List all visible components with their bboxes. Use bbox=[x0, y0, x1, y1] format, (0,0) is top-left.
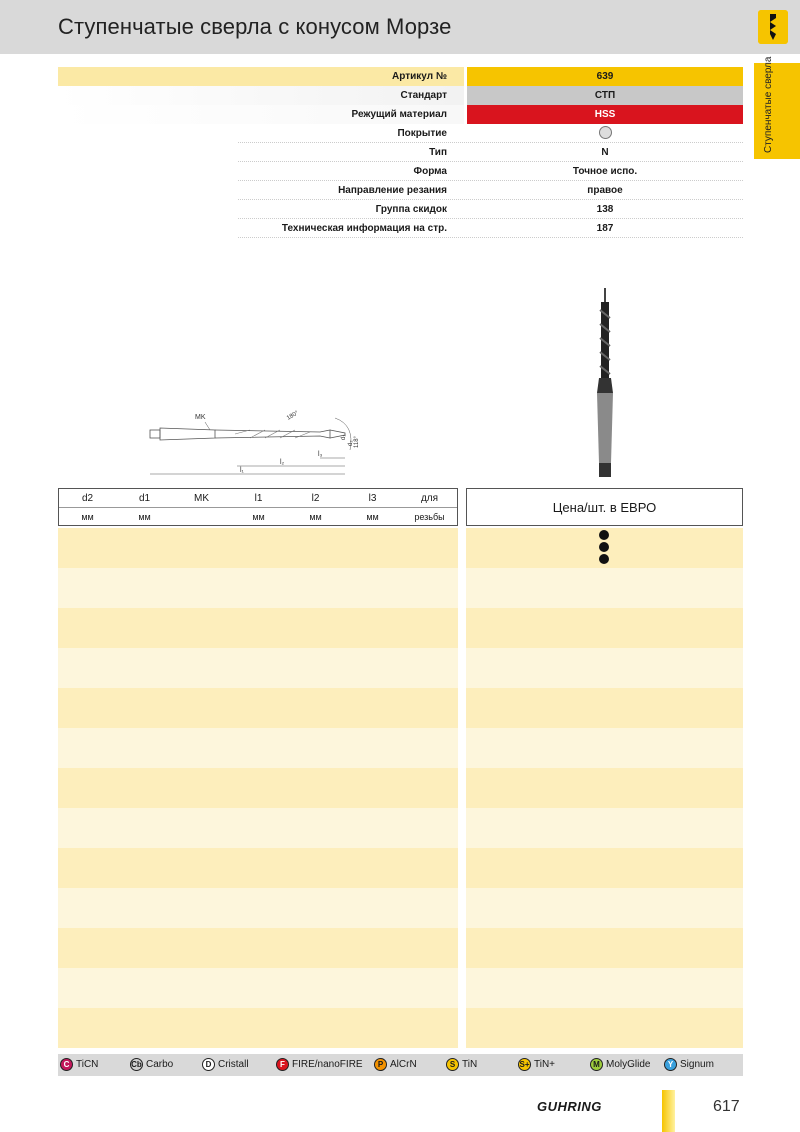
price-band bbox=[466, 928, 743, 968]
coating-item bbox=[202, 1058, 249, 1071]
mk-label: MK bbox=[195, 414, 206, 421]
brand-logo: GUHRING bbox=[537, 1099, 602, 1114]
spec-row bbox=[58, 86, 743, 105]
availability-dot bbox=[599, 554, 609, 564]
spec-row bbox=[58, 200, 743, 219]
coating-badge-icon: Cb bbox=[131, 1060, 142, 1069]
column-unit: мм bbox=[309, 512, 322, 522]
coating-name: FIRE/nanoFIRE bbox=[292, 1059, 363, 1070]
price-band bbox=[466, 808, 743, 848]
spec-value: HSS bbox=[467, 105, 743, 124]
spec-label: Группа скидок bbox=[375, 204, 447, 215]
spec-label: Направление резания bbox=[338, 185, 447, 196]
column-unit: мм bbox=[138, 512, 151, 522]
coating-item bbox=[446, 1058, 477, 1071]
spec-row bbox=[58, 143, 743, 162]
table-band bbox=[58, 768, 458, 808]
technical-drawing bbox=[140, 400, 370, 480]
spec-value: 639 bbox=[467, 67, 743, 86]
column-unit: мм bbox=[81, 512, 94, 522]
table-band bbox=[58, 568, 458, 608]
spec-value: СТП bbox=[467, 86, 743, 105]
spec-row bbox=[58, 124, 743, 143]
coating-badge-icon: M bbox=[590, 1058, 603, 1071]
availability-dot bbox=[599, 530, 609, 540]
table-header bbox=[58, 488, 458, 526]
spec-label: Техническая информация на стр. bbox=[281, 223, 447, 234]
l1-label: l₁ bbox=[240, 467, 244, 474]
column-header: d1 bbox=[138, 493, 151, 504]
table-band bbox=[58, 648, 458, 688]
column-header: MK bbox=[194, 493, 209, 504]
column-header: l3 bbox=[368, 493, 377, 504]
d1-label: d₁ bbox=[341, 434, 347, 440]
spec-label: Режущий материал bbox=[351, 109, 447, 120]
price-band bbox=[466, 968, 743, 1008]
coating-item bbox=[60, 1058, 98, 1071]
table-band bbox=[58, 888, 458, 928]
no-coating-icon bbox=[599, 126, 612, 139]
spec-label-bg bbox=[58, 143, 464, 162]
coating-legend bbox=[58, 1054, 743, 1076]
section-side-label: Ступенчатые сверла bbox=[763, 56, 774, 153]
column-unit: мм bbox=[252, 512, 265, 522]
price-band bbox=[466, 728, 743, 768]
coating-name: Cristall bbox=[218, 1059, 249, 1070]
spec-label: Артикул № bbox=[392, 71, 447, 82]
coating-item bbox=[590, 1058, 650, 1071]
column-header: для bbox=[420, 493, 439, 504]
price-band bbox=[466, 1008, 743, 1048]
spec-label: Тип bbox=[429, 147, 447, 158]
angle-180-label: 180° bbox=[286, 410, 300, 422]
coating-name: TiN+ bbox=[534, 1059, 556, 1070]
coating-badge-icon: C bbox=[60, 1058, 73, 1071]
coating-name: AlCrN bbox=[390, 1059, 417, 1070]
d2-label: d₂ bbox=[348, 440, 354, 446]
table-band bbox=[58, 608, 458, 648]
coating-badge-icon: S bbox=[446, 1058, 459, 1071]
coating-badge-icon: D bbox=[202, 1058, 215, 1071]
column-header: l2 bbox=[311, 493, 320, 504]
table-band bbox=[58, 1008, 458, 1048]
column-header: l1 bbox=[254, 493, 263, 504]
page-number-bar bbox=[662, 1090, 675, 1132]
drill-photo bbox=[585, 288, 625, 478]
coating-name: TiN bbox=[462, 1059, 478, 1070]
coating-badge-icon: P bbox=[374, 1058, 387, 1071]
spec-row bbox=[58, 67, 743, 86]
price-band bbox=[466, 608, 743, 648]
spec-value bbox=[467, 124, 743, 143]
coating-item bbox=[276, 1058, 363, 1071]
table-band bbox=[58, 808, 458, 848]
angle-118-label: 118° bbox=[354, 436, 360, 448]
table-band bbox=[58, 928, 458, 968]
spec-label: Покрытие bbox=[397, 128, 447, 139]
l3-label: l₃ bbox=[318, 451, 323, 458]
table-band bbox=[58, 528, 458, 568]
spec-table bbox=[58, 67, 743, 238]
column-unit: резьбы bbox=[414, 512, 445, 522]
spec-value: Точное испо. bbox=[467, 162, 743, 181]
coating-item bbox=[518, 1058, 555, 1071]
coating-name: MolyGlide bbox=[606, 1059, 651, 1070]
coating-name: TiCN bbox=[76, 1059, 99, 1070]
drill-logo-icon bbox=[758, 10, 788, 44]
spec-row bbox=[58, 219, 743, 238]
table-band bbox=[58, 968, 458, 1008]
price-band bbox=[466, 568, 743, 608]
spec-row bbox=[58, 181, 743, 200]
coating-item bbox=[664, 1058, 714, 1071]
spec-label-bg bbox=[58, 162, 464, 181]
section-side-tab bbox=[754, 56, 800, 159]
table-band bbox=[58, 848, 458, 888]
coating-item bbox=[374, 1058, 417, 1071]
l2-label: l₂ bbox=[280, 459, 285, 466]
coating-badge-icon: Y bbox=[664, 1058, 677, 1071]
spec-label: Форма bbox=[413, 166, 447, 177]
dimensions-table bbox=[58, 488, 458, 526]
price-header: Цена/шт. в ЕВРО bbox=[466, 488, 743, 526]
price-band bbox=[466, 888, 743, 928]
coating-name: Signum bbox=[680, 1059, 714, 1070]
spec-value: 138 bbox=[467, 200, 743, 219]
price-band bbox=[466, 848, 743, 888]
price-band bbox=[466, 688, 743, 728]
availability-dot bbox=[599, 542, 609, 552]
spec-value: N bbox=[467, 143, 743, 162]
page-number: 617 bbox=[713, 1098, 740, 1115]
column-header: d2 bbox=[81, 493, 94, 504]
table-band bbox=[58, 728, 458, 768]
price-band bbox=[466, 768, 743, 808]
page-header bbox=[0, 0, 800, 54]
coating-item bbox=[130, 1058, 173, 1071]
coating-badge-icon: F bbox=[276, 1058, 289, 1071]
spec-label: Стандарт bbox=[400, 90, 447, 101]
page-title: Ступенчатые сверла с конусом Морзе bbox=[58, 14, 452, 39]
coating-name: Carbo bbox=[146, 1059, 174, 1070]
spec-row bbox=[58, 162, 743, 181]
spec-value: правое bbox=[467, 181, 743, 200]
coating-badge-icon: S+ bbox=[519, 1060, 530, 1069]
table-band bbox=[58, 688, 458, 728]
price-band bbox=[466, 648, 743, 688]
spec-value: 187 bbox=[467, 219, 743, 238]
column-unit: мм bbox=[366, 512, 379, 522]
spec-row bbox=[58, 105, 743, 124]
